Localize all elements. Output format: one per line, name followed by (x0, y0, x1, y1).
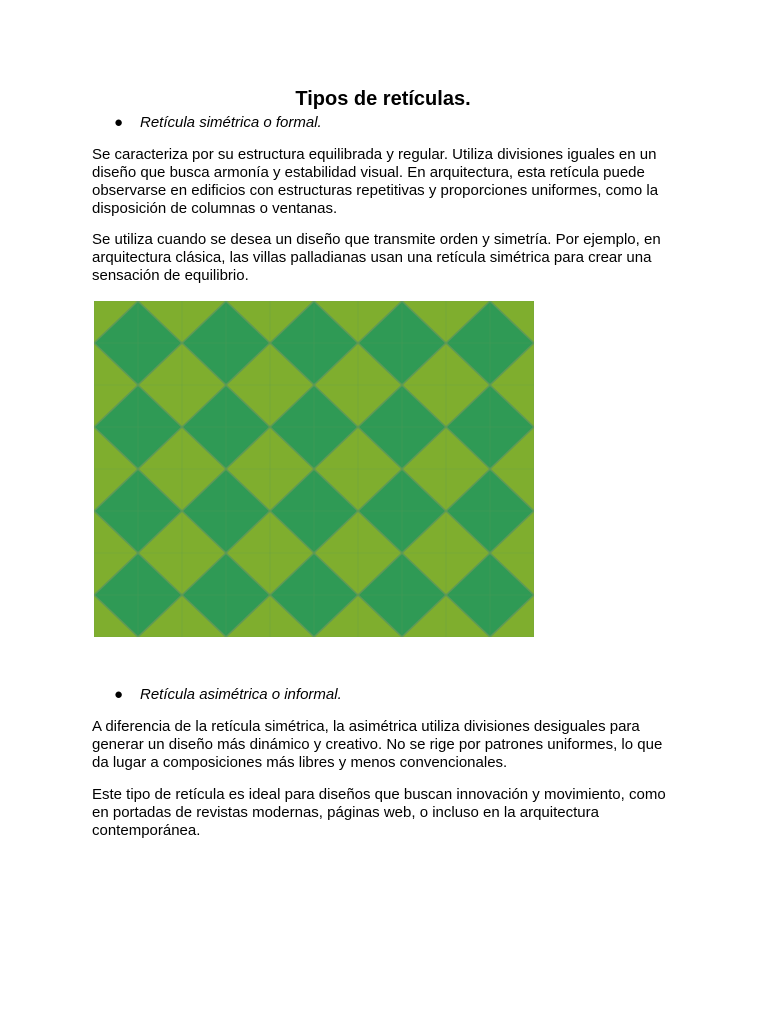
bullet-dot: ● (114, 114, 124, 131)
paragraph-symmetric-1: Se caracteriza por su estructura equilibrada y regular. Utiliza divisiones iguales en un diseño que busca armonía y estabilidad visual. En arquitectura, esta retícula puede observarse en edificios con estructuras repetitivas y proporciones uniformes, como la disposición de columnas o ventanas. (92, 146, 659, 217)
symmetric-grid-image (94, 301, 534, 637)
paragraph-symmetric-2: Se utiliza cuando se desea un diseño que transmite orden y simetría. Por ejemplo, en arquitectura clásica, las villas palladianas usan una retícula simétrica para crear una sensación de equilibrio. (92, 231, 661, 284)
bullet-dot: ● (114, 686, 124, 703)
paragraph-asymmetric-1: A diferencia de la retícula simétrica, la asimétrica utiliza divisiones desiguales para generar un diseño más dinámico y creativo. No se rige por patrones uniformes, lo que da lugar a composiciones más libres y menos convencionales. (92, 718, 663, 771)
section-heading-symmetric: Retícula simétrica o formal. (140, 114, 322, 131)
paragraph-asymmetric-2: Este tipo de retícula es ideal para diseños que buscan innovación y movimiento, como en portadas de revistas modernas, páginas web, o incluso en la arquitectura contemporánea. (92, 786, 666, 839)
document-title: Tipos de retículas. (295, 88, 471, 110)
section-heading-asymmetric: Retícula asimétrica o informal. (140, 686, 342, 703)
